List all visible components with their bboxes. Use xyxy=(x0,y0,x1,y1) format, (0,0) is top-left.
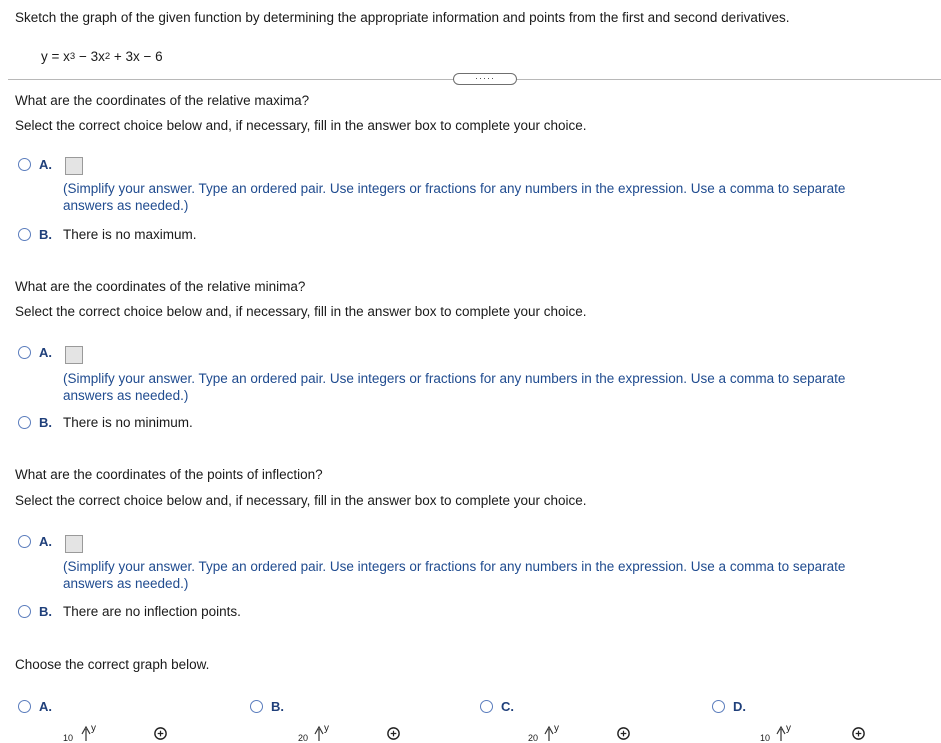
graph-d-y-axis xyxy=(775,725,795,741)
graph-d-zoom-icon[interactable] xyxy=(851,726,866,741)
graph-c-y-axis xyxy=(543,725,563,741)
graph-a-tick-label: 10 xyxy=(63,733,74,743)
q1-hint: (Simplify your answer. Type an ordered pair. Use integers or fractions for any numbers in the expression. Use a comma to separate answers as needed.) xyxy=(63,181,846,213)
q1-choice-b-letter: B. xyxy=(39,227,52,242)
q1-choice-b-radio[interactable] xyxy=(18,228,31,241)
problem-prompt: Sketch the graph of the given function by determining the appropriate information and points from the first and second derivatives. xyxy=(15,10,790,25)
graph-question: Choose the correct graph below. xyxy=(15,657,210,672)
q3-choice-a-radio[interactable] xyxy=(18,535,31,548)
graph-b-axis-label: y xyxy=(324,723,329,734)
q1-choice-a-letter: A. xyxy=(39,157,52,172)
q2-answer-box[interactable] xyxy=(65,346,83,364)
graph-d-tick-label: 10 xyxy=(760,733,771,743)
q2-choice-a-letter: A. xyxy=(39,345,52,360)
q3-choice-a-letter: A. xyxy=(39,534,52,549)
q2-choice-a-radio[interactable] xyxy=(18,346,31,359)
q3-question: What are the coordinates of the points of inflection? xyxy=(15,467,323,482)
q3-choice-b-radio[interactable] xyxy=(18,605,31,618)
q2-choice-b-text[interactable]: There is no minimum. xyxy=(63,415,193,430)
graph-d-axis-label: y xyxy=(786,723,791,734)
graph-a-y-axis xyxy=(80,725,100,741)
graph-choice-d-letter: D. xyxy=(733,699,746,714)
graph-choice-b-radio[interactable] xyxy=(250,700,263,713)
graph-a-axis-label: y xyxy=(91,723,96,734)
graph-a-zoom-icon[interactable] xyxy=(153,726,168,741)
q2-instruction: Select the correct choice below and, if necessary, fill in the answer box to complete your choice. xyxy=(15,304,587,319)
q2-hint: (Simplify your answer. Type an ordered pair. Use integers or fractions for any numbers in the expression. Use a comma to separate answers as needed.) xyxy=(63,371,846,403)
graph-b-y-axis xyxy=(313,725,333,741)
graph-b-zoom-icon[interactable] xyxy=(386,726,401,741)
q1-choice-a-radio[interactable] xyxy=(18,158,31,171)
function-expression: $y = x^3 - 3x^2 + 3x - 6$ xyxy=(41,49,163,64)
graph-choice-c-radio[interactable] xyxy=(480,700,493,713)
graph-c-tick-label: 20 xyxy=(528,733,539,743)
graph-choice-a-radio[interactable] xyxy=(18,700,31,713)
graph-choice-c-letter: C. xyxy=(501,699,514,714)
graph-c-axis-label: y xyxy=(554,723,559,734)
q2-choice-b-letter: B. xyxy=(39,415,52,430)
q2-choice-b-radio[interactable] xyxy=(18,416,31,429)
q3-answer-box[interactable] xyxy=(65,535,83,553)
q3-choice-b-text[interactable]: There are no inflection points. xyxy=(63,604,241,619)
expand-toggle-button[interactable]: ····· xyxy=(453,73,517,85)
q1-question: What are the coordinates of the relative maxima? xyxy=(15,93,310,108)
q3-instruction: Select the correct choice below and, if necessary, fill in the answer box to complete your choice. xyxy=(15,493,587,508)
q2-question: What are the coordinates of the relative minima? xyxy=(15,279,306,294)
q3-hint: (Simplify your answer. Type an ordered pair. Use integers or fractions for any numbers in the expression. Use a comma to separate answers as needed.) xyxy=(63,559,846,591)
q1-instruction: Select the correct choice below and, if necessary, fill in the answer box to complete your choice. xyxy=(15,118,587,133)
graph-c-zoom-icon[interactable] xyxy=(616,726,631,741)
q1-answer-box[interactable] xyxy=(65,157,83,175)
graph-choice-d-radio[interactable] xyxy=(712,700,725,713)
graph-choice-b-letter: B. xyxy=(271,699,284,714)
graph-choice-a-letter: A. xyxy=(39,699,52,714)
q1-choice-b-text[interactable]: There is no maximum. xyxy=(63,227,197,242)
q3-choice-b-letter: B. xyxy=(39,604,52,619)
graph-b-tick-label: 20 xyxy=(298,733,309,743)
